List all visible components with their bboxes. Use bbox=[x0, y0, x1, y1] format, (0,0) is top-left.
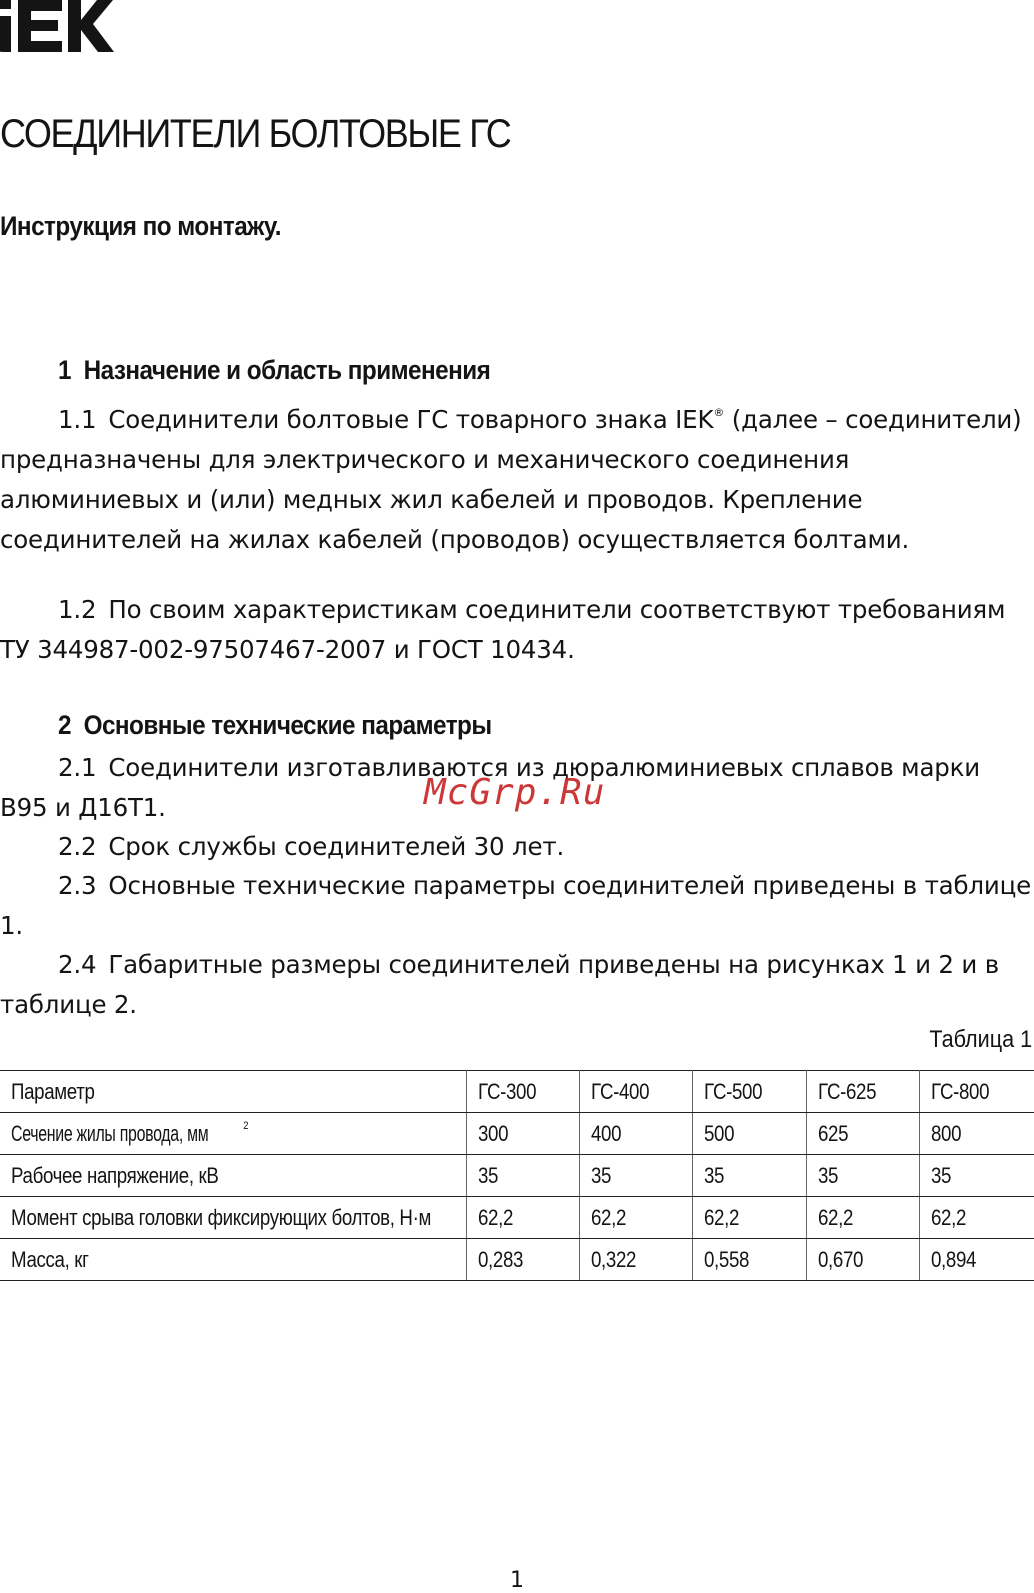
table-cell: 62,2 bbox=[806, 1197, 919, 1239]
table-cell: 35 bbox=[806, 1155, 919, 1197]
table-cell: 0,670 bbox=[806, 1239, 919, 1281]
section-1-heading: 1 Назначение и область применения bbox=[58, 355, 491, 385]
page-number: 1 bbox=[510, 1568, 524, 1593]
table-header-cell: ГС-300 bbox=[466, 1071, 579, 1113]
section-2-heading: 2 Основные технические параметры bbox=[58, 710, 492, 740]
table-cell: 500 bbox=[692, 1113, 806, 1155]
document-subtitle: Инструкция по монтажу. bbox=[0, 211, 281, 241]
watermark: McGrp.Ru bbox=[424, 772, 606, 813]
table-cell: 300 bbox=[466, 1113, 579, 1155]
table-row bbox=[0, 1239, 1034, 1281]
table-cell: 0,558 bbox=[692, 1239, 806, 1281]
table-header-cell: ГС-800 bbox=[919, 1071, 1034, 1113]
paragraph-2-2: 2.2 Срок службы соединителей 30 лет. bbox=[58, 832, 565, 861]
table-header-cell: Параметр bbox=[0, 1071, 466, 1113]
document-title: СОЕДИНИТЕЛИ БОЛТОВЫЕ ГС bbox=[0, 112, 511, 156]
table-cell: 62,2 bbox=[919, 1197, 1034, 1239]
parameters-table bbox=[0, 1070, 1034, 1281]
table-cell: 35 bbox=[692, 1155, 806, 1197]
iek-logo bbox=[0, 0, 116, 54]
table-row-label: Масса, кг bbox=[0, 1239, 466, 1281]
table-header-row bbox=[0, 1071, 1034, 1113]
table-cell: 35 bbox=[579, 1155, 692, 1197]
paragraph-2-3: 2.3 Основные технические параметры соединителей приведены в таблице 1. bbox=[0, 871, 1031, 940]
table-cell: 62,2 bbox=[579, 1197, 692, 1239]
paragraph-2-4: 2.4 Габаритные размеры соединителей приведены на рисунках 1 и 2 и в таблице 2. bbox=[0, 950, 999, 1019]
table-cell: 0,322 bbox=[579, 1239, 692, 1281]
table-cell: 800 bbox=[919, 1113, 1034, 1155]
registered-mark: ® bbox=[713, 406, 725, 419]
table-header-cell: ГС-625 bbox=[806, 1071, 919, 1113]
table-row bbox=[0, 1197, 1034, 1239]
table-cell: 35 bbox=[466, 1155, 579, 1197]
table-cell: 0,283 bbox=[466, 1239, 579, 1281]
table-header-cell: ГС-500 bbox=[692, 1071, 806, 1113]
paragraph-1-1: 1.1 Соединители болтовые ГС товарного знака IEK® (далее – соединители) предназначены для электрического и механического соединения алюминиевых и (или) медных жил кабелей и проводов. Крепление соединителей на жилах кабелей (проводов) осуществляется болтами. bbox=[0, 405, 1022, 554]
table-cell: 0,894 bbox=[919, 1239, 1034, 1281]
svg-text:IEK: IEK bbox=[0, 52, 2, 53]
paragraph-1-2: 1.2 По своим характеристикам соединители соответствуют требованиям ТУ 344987-002-97507467-2007 и ГОСТ 10434. bbox=[0, 595, 1006, 664]
table-header-cell: ГС-400 bbox=[579, 1071, 692, 1113]
table-row bbox=[0, 1113, 1034, 1155]
table-caption: Таблица 1 bbox=[929, 1026, 1032, 1053]
table-row-label: Рабочее напряжение, кВ bbox=[0, 1155, 466, 1197]
paragraph-2-1: 2.1 Соединители изготавливаются из дюралюминиевых сплавов марки В95 и Д16Т1. bbox=[0, 753, 980, 822]
table-cell: 35 bbox=[919, 1155, 1034, 1197]
table-cell: 62,2 bbox=[466, 1197, 579, 1239]
table-cell: 625 bbox=[806, 1113, 919, 1155]
table-cell: 400 bbox=[579, 1113, 692, 1155]
superscript: 2 bbox=[243, 1120, 249, 1132]
table-row-label: Сечение жилы провода, мм $^2$ bbox=[0, 1113, 466, 1155]
table-cell: 62,2 bbox=[692, 1197, 806, 1239]
table-row-label: Момент срыва головки фиксирующих болтов, Н·м bbox=[0, 1197, 466, 1239]
table-row bbox=[0, 1155, 1034, 1197]
